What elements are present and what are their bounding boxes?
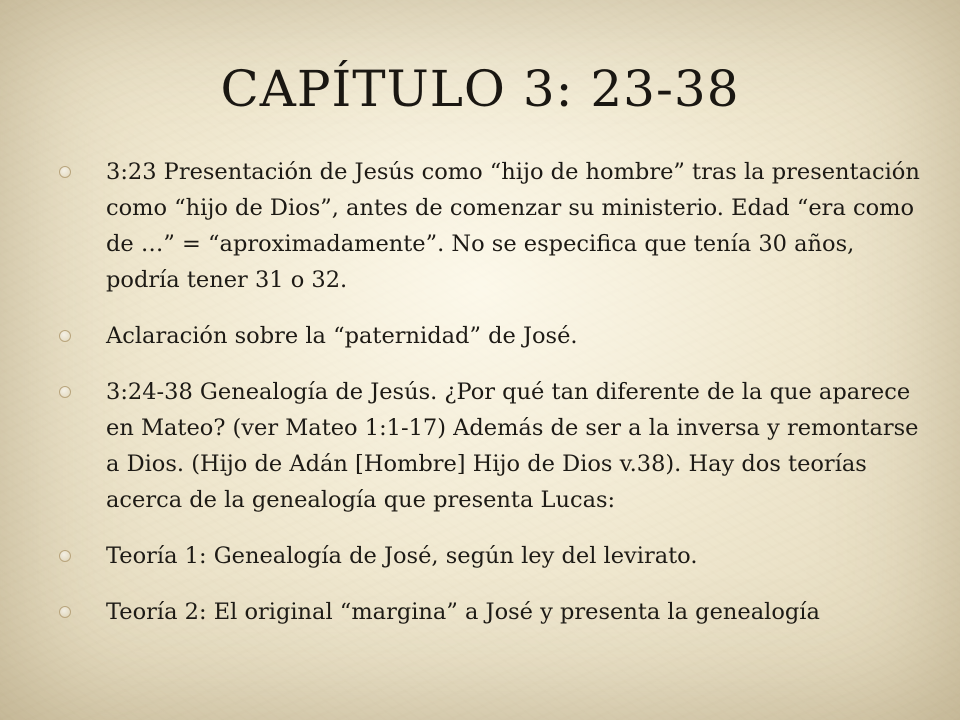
bullet-item-1 [58, 154, 928, 298]
bullet-text: Teoría 2: El original “margina” a José y presenta la genealogía [106, 599, 820, 625]
bullet-text: 3:23 Presentación de Jesús como “hijo de hombre” tras la presentación como “hijo de Dios”, antes de comenzar su ministerio. Edad “era como de …” = “aproximadamente”. No se especifica que tenía 30 años, podría tener 31 o 32. [106, 159, 920, 293]
slide-title: CAPÍTULO 3: 23-38 [220, 60, 740, 118]
bullet-item-3 [58, 374, 928, 518]
bullet-icon [59, 606, 71, 618]
bullet-item-2 [58, 318, 928, 354]
bullet-text: 3:24-38 Genealogía de Jesús. ¿Por qué tan diferente de la que aparece en Mateo? (ver Mateo 1:1-17) Además de ser a la inversa y remontarse a Dios. (Hijo de Adán [Hombre] Hijo de Dios v.38). Hay dos teorías acerca de la genealogía que presenta Lucas: [106, 379, 919, 513]
bullet-icon [59, 330, 71, 342]
bullet-item-4 [58, 538, 928, 574]
bullet-icon [59, 386, 71, 398]
bullet-item-5 [58, 594, 928, 630]
bullet-icon [59, 550, 71, 562]
bullet-text: Teoría 1: Genealogía de José, según ley del levirato. [106, 543, 698, 569]
bullet-list [58, 154, 928, 650]
bullet-icon [59, 166, 71, 178]
bullet-text: Aclaración sobre la “paternidad” de José. [106, 323, 578, 349]
